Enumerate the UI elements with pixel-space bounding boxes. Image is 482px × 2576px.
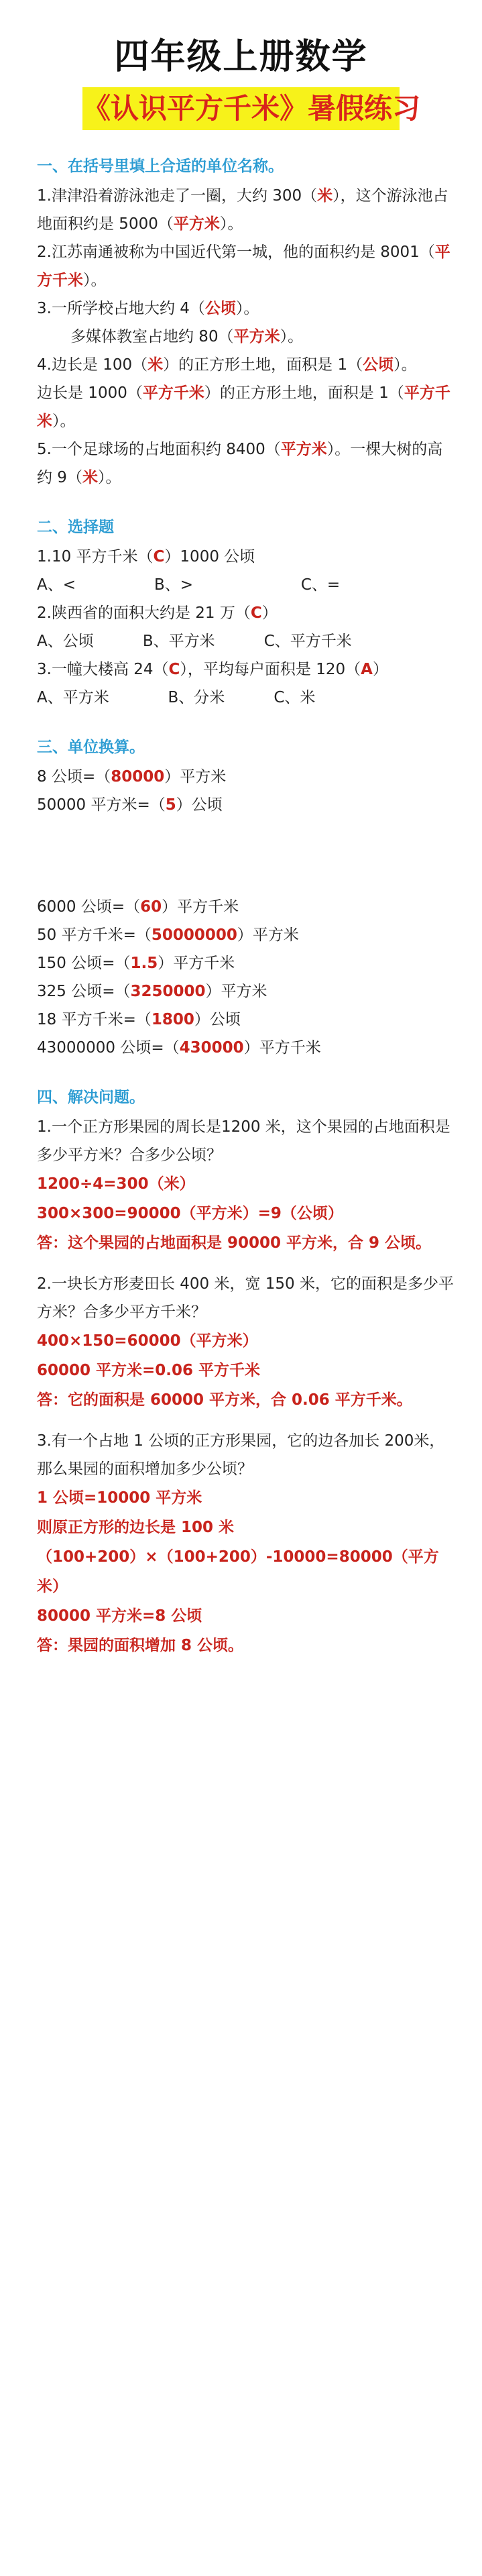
s1-q4b-answer-a: 平方千米	[142, 384, 204, 402]
s2-question-1	[37, 543, 458, 571]
s2-q3-answer-a: C	[168, 661, 180, 678]
s2-q2-text: 2.陕西省的面积大约是 21 万（	[37, 604, 251, 622]
s1-q1-answer-b: 平方米	[173, 215, 220, 233]
s4-problem-1-answer: 答：这个果园的占地面积是 90000 平方米，合 9 公顷。	[37, 1234, 432, 1252]
s3-item-post: ）平方米	[205, 983, 267, 1000]
s4-problem-1-step-2: 300×300=90000（平方米）=9（公顷）	[37, 1205, 343, 1222]
s3-item-answer: 5	[165, 796, 176, 814]
s4-problem-2-question: 2.一块长方形麦田长 400 米，宽 150 米，它的面积是多少平方米？合多少平方千米？	[37, 1275, 454, 1321]
section-4-heading: 四、解决问题。	[37, 1089, 145, 1106]
s2-q1-options: A、< B、> C、=	[37, 576, 341, 594]
s3-item	[37, 763, 458, 791]
s1-q5-mid: ）。一棵大树的高约 9（	[37, 441, 443, 486]
s3-item-pre: 150 公顷=（	[37, 955, 131, 972]
s3-item-post: ）平方千米	[243, 1039, 321, 1057]
s3-item-answer: 60	[140, 898, 162, 916]
s4-problem-2-step-2: 60000 平方米=0.06 平方千米	[37, 1362, 261, 1379]
s1-q4b-mid: ）的正方形土地，面积是 1（	[204, 384, 404, 402]
s1-q4b-answer-b: 平方千米	[37, 384, 450, 430]
s1-question-4	[37, 351, 458, 379]
s3-item-answer: 50000000	[151, 926, 237, 944]
s3-item-answer: 1800	[151, 1011, 194, 1028]
s1-question-4b	[37, 379, 458, 435]
s4-problem-2-step-1: 400×150=60000（平方米）	[37, 1332, 258, 1350]
s3-item-pre: 43000000 公顷=（	[37, 1039, 180, 1057]
s1-q4b-text: 边长是 1000（	[37, 384, 143, 402]
s4-problem-3-step-4: 80000 平方米=8 公顷	[37, 1607, 202, 1625]
s3-item-pre: 8 公顷=（	[37, 768, 111, 786]
s4-problem-2-answer: 答：它的面积是 60000 平方米，合 0.06 平方千米。	[37, 1391, 412, 1409]
s3-item	[37, 921, 458, 949]
s1-q4-mid: ）的正方形土地，面积是 1（	[163, 356, 363, 374]
s2-q3-text: 3.一幢大楼高 24（	[37, 661, 169, 678]
s1-q3-text: 3.一所学校占地大约 4（	[37, 300, 205, 317]
s1-question-1	[37, 182, 458, 238]
section-1-heading: 一、在括号里填上合适的单位名称。	[37, 158, 284, 175]
s1-q5-answer-a: 平方米	[280, 441, 327, 458]
s2-q3-answer-b: A	[361, 661, 373, 678]
s3-item-answer: 3250000	[130, 983, 206, 1000]
s4-problem-3-step-1: 1 公顷=10000 平方米	[37, 1489, 202, 1507]
s2-question-2	[37, 599, 458, 627]
s3-item	[37, 1006, 458, 1034]
s4-problem-3-step-2: 则原正方形的边长是 100 米	[37, 1519, 235, 1536]
s3-item-pre: 6000 公顷=（	[37, 898, 141, 916]
s1-q4-answer-a: 米	[147, 356, 164, 374]
s1-q1-text-c: ）。	[219, 215, 243, 233]
s2-q1-answer: C	[153, 548, 165, 566]
s1-q4b-tail: ）。	[52, 413, 76, 430]
s2-q2-tail: ）	[261, 604, 278, 622]
s1-q5-tail: ）。	[97, 469, 121, 486]
s1-q3b-text: 多媒体教室占地约 80（	[70, 328, 234, 345]
subtitle-highlight	[82, 87, 421, 130]
s3-item-post: ）公顷	[176, 796, 223, 814]
s1-q4-answer-b: 公顷	[363, 356, 394, 374]
s1-q2-text: 2.江苏南通被称为中国近代第一城，他的面积约是 8001（	[37, 244, 435, 261]
s3-item	[37, 977, 458, 1006]
s1-q2-tail: ）。	[83, 272, 107, 289]
s3-item-answer: 1.5	[130, 955, 158, 972]
s1-q5-text: 5.一个足球场的占地面积约 8400（	[37, 441, 281, 458]
s3-item-answer: 430000	[179, 1039, 244, 1057]
s3-item	[37, 949, 458, 977]
s3-item-post: ）平方米	[164, 768, 227, 786]
s1-q4-text: 4.边长是 100（	[37, 356, 148, 374]
s2-q2-options: A、公顷 B、平方米 C、平方千米	[37, 633, 352, 650]
s1-q1-text-a: 1.津津沿着游泳池走了一圈，大约 300（	[37, 187, 318, 205]
page-title: 四年级上册数学	[114, 37, 368, 77]
s3-item-pre: 50000 平方米=（	[37, 796, 166, 814]
s3-item-answer: 80000	[111, 768, 165, 786]
page-subtitle: 《认识平方千米》暑假练习	[82, 92, 421, 125]
section-3-heading: 三、单位换算。	[37, 739, 145, 756]
s2-q2-answer: C	[250, 604, 262, 622]
s1-q1-answer-a: 米	[317, 187, 333, 205]
s3-item	[37, 893, 458, 921]
s1-question-3	[37, 294, 458, 323]
s1-q3b-tail: ）。	[280, 328, 304, 345]
s1-q1-text-b: ），这个游泳池占地面积约是 5000（	[37, 187, 448, 233]
s2-q3-mid: ），平均每户面积是 120（	[180, 661, 361, 678]
s2-question-3	[37, 655, 458, 684]
s3-item-post: ）平方千米	[162, 898, 239, 916]
s1-q2-answer: 平方千米	[37, 244, 450, 289]
s2-q3-tail: ）	[372, 661, 388, 678]
s1-q4-tail: ）。	[394, 356, 417, 374]
s3-item-pre: 18 平方千米=（	[37, 1011, 152, 1028]
s1-question-5	[37, 435, 458, 492]
s1-question-2	[37, 238, 458, 294]
s1-q3b-answer: 平方米	[233, 328, 280, 345]
s3-item	[37, 791, 458, 819]
s1-q3-answer: 公顷	[204, 300, 236, 317]
s4-problem-1-question: 1.一个正方形果园的周长是1200 米，这个果园的占地面积是多少平方米？合多少公顷？	[37, 1118, 450, 1164]
s1-question-3b	[37, 323, 458, 351]
s4-problem-3-question: 3.有一个占地 1 公顷的正方形果园，它的边各加长 200米，那么果园的面积增加多少公顷？	[37, 1432, 445, 1478]
section-2-heading: 二、选择题	[37, 519, 114, 536]
s3-item-post: ）平方米	[237, 926, 299, 944]
s3-item-post: ）公顷	[194, 1011, 241, 1028]
s4-problem-3-step-3: （100+200）×（100+200）-10000=80000（平方米）	[37, 1548, 439, 1595]
s2-q3-options: A、平方米 B、分米 C、米	[37, 689, 316, 706]
worksheet-content	[37, 151, 458, 1660]
s2-q1-tail: ）1000 公顷	[164, 548, 255, 566]
s1-q3-tail: ）。	[235, 300, 259, 317]
s2-q1-text: 1.10 平方千米（	[37, 548, 154, 566]
s4-problem-1-step-1: 1200÷4=300（米）	[37, 1175, 195, 1193]
s1-q5-answer-b: 米	[82, 469, 98, 486]
s3-item-post: ）平方千米	[158, 955, 235, 972]
s3-item-pre: 50 平方千米=（	[37, 926, 152, 944]
s3-item	[37, 1034, 458, 1062]
s3-item-pre: 325 公顷=（	[37, 983, 131, 1000]
s4-problem-3-answer: 答：果园的面积增加 8 公顷。	[37, 1637, 244, 1654]
